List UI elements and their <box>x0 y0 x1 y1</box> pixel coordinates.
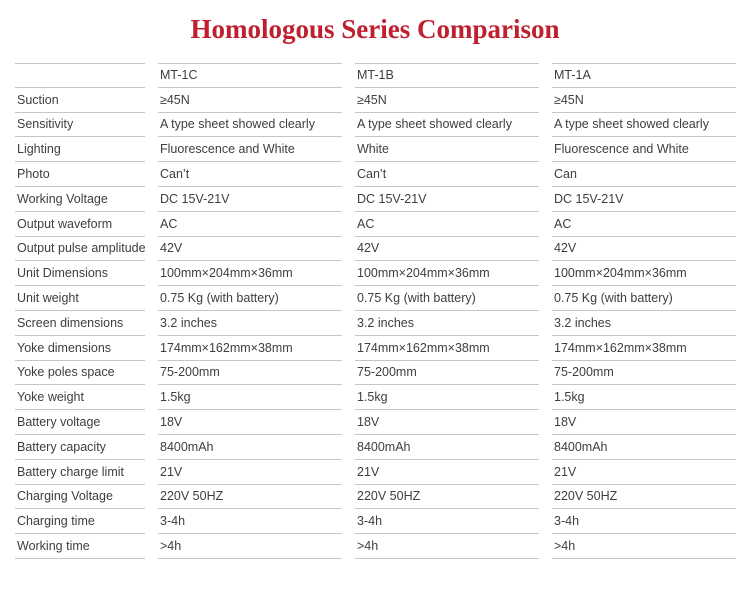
cell-value: >4h <box>355 534 539 559</box>
cell-value: 75-200mm <box>355 361 539 386</box>
row-label: Sensitivity <box>15 113 145 138</box>
cell-value: 75-200mm <box>552 361 736 386</box>
row-label: Battery voltage <box>15 410 145 435</box>
cell-value: 174mm×162mm×38mm <box>355 336 539 361</box>
cell-value: 174mm×162mm×38mm <box>552 336 736 361</box>
cell-value: 220V 50HZ <box>158 485 342 510</box>
cell-value: 100mm×204mm×36mm <box>355 261 539 286</box>
row-label: Unit Dimensions <box>15 261 145 286</box>
row-label: Charging time <box>15 509 145 534</box>
cell-value: AC <box>355 212 539 237</box>
cell-value: DC 15V-21V <box>158 187 342 212</box>
comparison-table <box>15 63 736 559</box>
cell-value: 42V <box>158 237 342 262</box>
cell-value: 8400mAh <box>552 435 736 460</box>
row-label: Battery charge limit <box>15 460 145 485</box>
cell-value: 3.2 inches <box>552 311 736 336</box>
cell-value: Fluorescence and White <box>552 137 736 162</box>
row-label: Yoke weight <box>15 385 145 410</box>
cell-value: 8400mAh <box>158 435 342 460</box>
row-label: Photo <box>15 162 145 187</box>
cell-value: 18V <box>158 410 342 435</box>
cell-value: 42V <box>552 237 736 262</box>
cell-value: ≥45N <box>158 88 342 113</box>
cell-value: 1.5kg <box>158 385 342 410</box>
cell-value: >4h <box>552 534 736 559</box>
row-label: Charging Voltage <box>15 485 145 510</box>
cell-value: 3-4h <box>552 509 736 534</box>
cell-value: DC 15V-21V <box>552 187 736 212</box>
cell-value: 3.2 inches <box>158 311 342 336</box>
row-label: Unit weight <box>15 286 145 311</box>
cell-value: 42V <box>355 237 539 262</box>
row-label: Yoke poles space <box>15 361 145 386</box>
cell-value: 1.5kg <box>552 385 736 410</box>
row-label: Output pulse amplitude <box>15 237 145 262</box>
cell-value: 0.75 Kg (with battery) <box>355 286 539 311</box>
cell-value: 21V <box>552 460 736 485</box>
row-label: Working Voltage <box>15 187 145 212</box>
cell-value: DC 15V-21V <box>355 187 539 212</box>
cell-value: Can’t <box>355 162 539 187</box>
cell-value: 8400mAh <box>355 435 539 460</box>
cell-value: 18V <box>355 410 539 435</box>
cell-value: 0.75 Kg (with battery) <box>552 286 736 311</box>
row-label: Working time <box>15 534 145 559</box>
cell-value: >4h <box>158 534 342 559</box>
row-label: Lighting <box>15 137 145 162</box>
cell-value: 100mm×204mm×36mm <box>158 261 342 286</box>
cell-value: 220V 50HZ <box>355 485 539 510</box>
column-header: MT-1A <box>552 63 736 88</box>
cell-value: Can’t <box>158 162 342 187</box>
cell-value: White <box>355 137 539 162</box>
cell-value: 1.5kg <box>355 385 539 410</box>
cell-value: A type sheet showed clearly <box>158 113 342 138</box>
row-label: Screen dimensions <box>15 311 145 336</box>
column-header: MT-1B <box>355 63 539 88</box>
cell-value: A type sheet showed clearly <box>552 113 736 138</box>
cell-value: 18V <box>552 410 736 435</box>
cell-value: A type sheet showed clearly <box>355 113 539 138</box>
cell-value: ≥45N <box>552 88 736 113</box>
row-label: Suction <box>15 88 145 113</box>
cell-value: AC <box>552 212 736 237</box>
cell-value: Can <box>552 162 736 187</box>
cell-value: 21V <box>355 460 539 485</box>
cell-value: 21V <box>158 460 342 485</box>
corner-header <box>15 63 145 88</box>
cell-value: 174mm×162mm×38mm <box>158 336 342 361</box>
row-label: Battery capacity <box>15 435 145 460</box>
cell-value: 0.75 Kg (with battery) <box>158 286 342 311</box>
cell-value: 3-4h <box>158 509 342 534</box>
cell-value: ≥45N <box>355 88 539 113</box>
row-label: Output waveform <box>15 212 145 237</box>
page-title: Homologous Series Comparison <box>190 14 560 44</box>
cell-value: 3-4h <box>355 509 539 534</box>
row-label: Yoke dimensions <box>15 336 145 361</box>
cell-value: AC <box>158 212 342 237</box>
column-header: MT-1C <box>158 63 342 88</box>
cell-value: 3.2 inches <box>355 311 539 336</box>
cell-value: Fluorescence and White <box>158 137 342 162</box>
cell-value: 220V 50HZ <box>552 485 736 510</box>
cell-value: 100mm×204mm×36mm <box>552 261 736 286</box>
cell-value: 75-200mm <box>158 361 342 386</box>
